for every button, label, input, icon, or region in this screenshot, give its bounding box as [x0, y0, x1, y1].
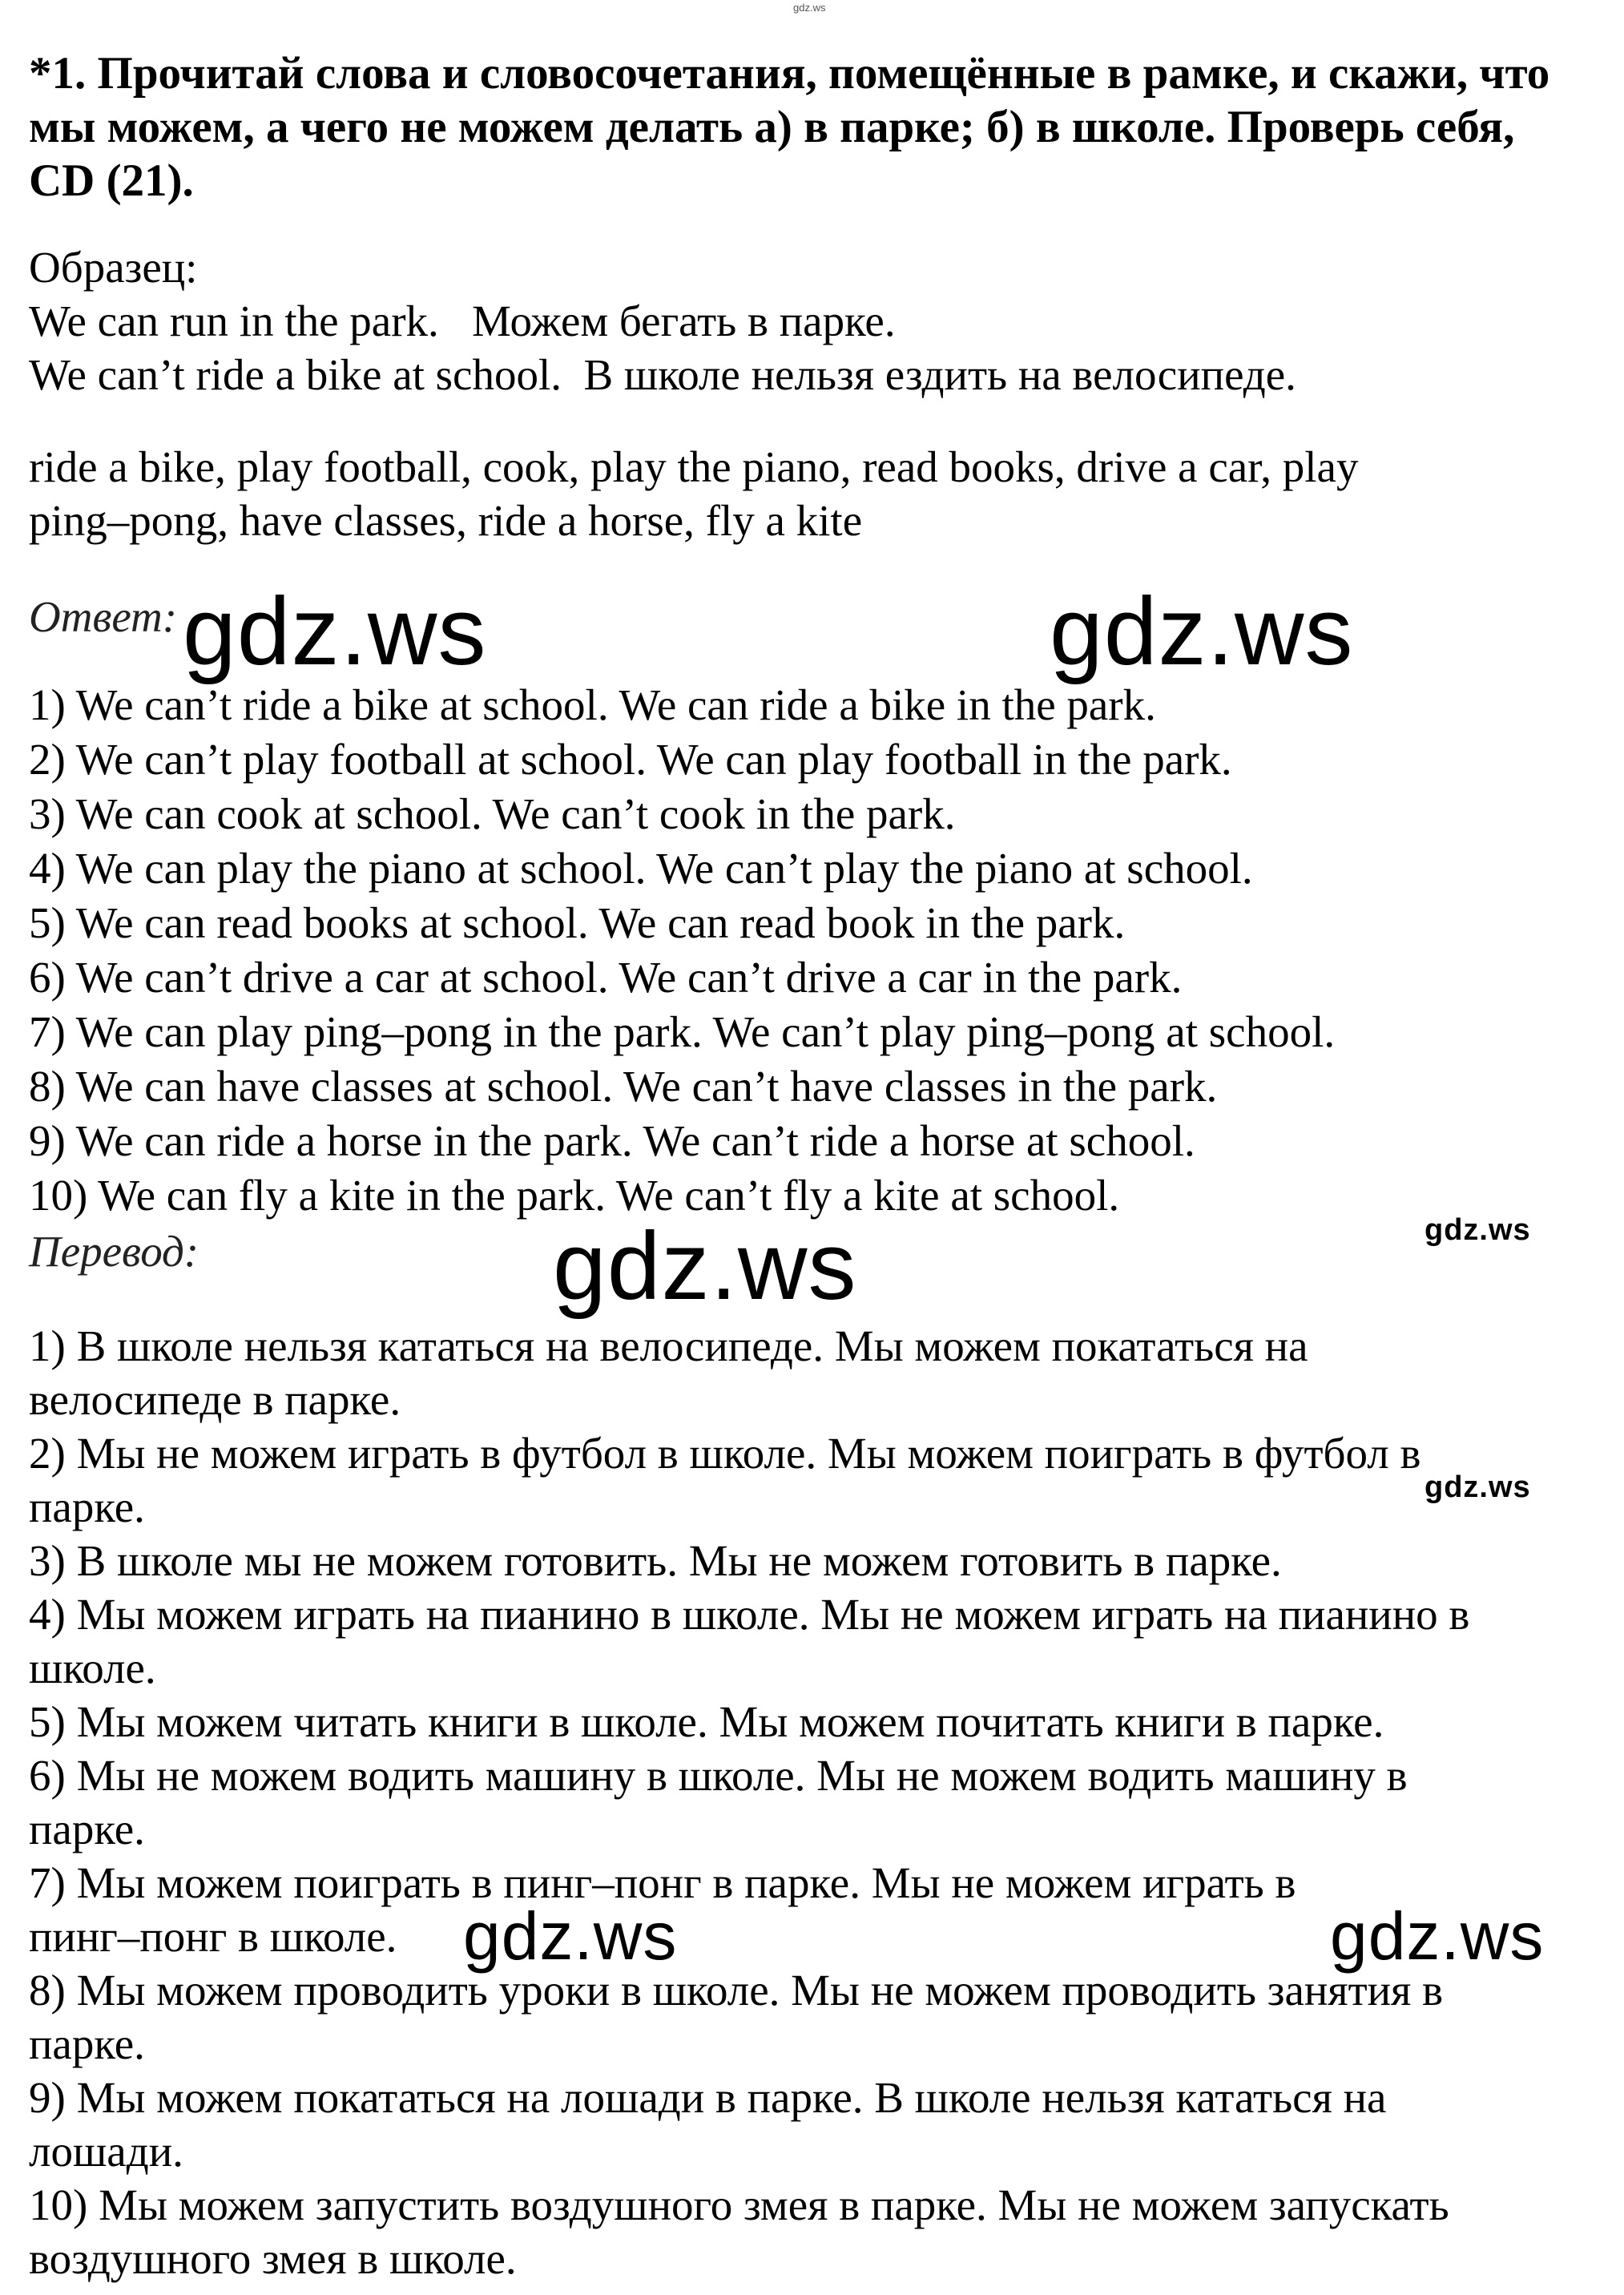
translation-line: парке.	[29, 2019, 145, 2068]
answer-line: 4) We can play the piano at school. We can’t play the piano at school.	[29, 844, 1253, 893]
watermark: gdz.ws	[553, 1212, 857, 1320]
answer-line: 9) We can ride a horse in the park. We can’t ride a horse at school.	[29, 1116, 1195, 1165]
translation-line: велосипеде в парке.	[29, 1375, 401, 1424]
watermark: gdz.ws	[183, 578, 487, 685]
answer-line: 7) We can play ping–pong in the park. We can’t play ping–pong at school.	[29, 1007, 1336, 1056]
word-box-line-2: ping–pong, have classes, ride a horse, fly a kite	[29, 496, 863, 545]
answer-line: 10) We can fly a kite in the park. We can’t fly a kite at school.	[29, 1171, 1120, 1220]
translation-line: 10) Мы можем запустить воздушного змея в парке. Мы не можем запускать	[29, 2180, 1449, 2229]
translation-line: 1) В школе нельзя кататься на велосипеде. Мы можем покататься на	[29, 1321, 1308, 1370]
answer-line: 8) We can have classes at school. We can’t have classes in the park.	[29, 1062, 1218, 1111]
example-label: Образец:	[29, 243, 198, 292]
answer-line: 5) We can read books at school. We can read book in the park.	[29, 898, 1126, 947]
translation-line: парке.	[29, 1805, 145, 1853]
translation-label: Перевод:	[29, 1227, 199, 1276]
task-heading: *1. Прочитай слова и словосочетания, помещённые в рамке, и скажи, что мы можем, а чего не можем делать а) в парке; б) в школе. Проверь себя, CD (21).	[29, 48, 1550, 206]
translation-line: 5) Мы можем читать книги в школе. Мы можем почитать книги в парке.	[29, 1697, 1384, 1746]
watermark: gdz.ws	[463, 1898, 678, 1974]
translation-line: 7) Мы можем поиграть в пинг–понг в парке. Мы не можем играть в	[29, 1858, 1296, 1907]
translation-line: пинг–понг в школе.	[29, 1912, 397, 1961]
answer-line: 2) We can’t play football at school. We can play football in the park.	[29, 735, 1232, 784]
answer-line: 6) We can’t drive a car at school. We can’t drive a car in the park.	[29, 953, 1183, 1002]
translation-line: 4) Мы можем играть на пианино в школе. Мы не можем играть на пианино в	[29, 1590, 1470, 1639]
translation-line: 2) Мы не можем играть в футбол в школе. Мы можем поиграть в футбол в	[29, 1429, 1421, 1478]
answer-line: 1) We can’t ride a bike at school. We can ride a bike in the park.	[29, 680, 1156, 729]
translation-line: лошади.	[29, 2127, 183, 2176]
watermark: gdz.ws	[1425, 1470, 1531, 1504]
translation-line: школе.	[29, 1644, 156, 1692]
translation-line: парке.	[29, 1482, 145, 1531]
header-watermark: gdz.ws	[793, 2, 826, 14]
watermark: gdz.ws	[1425, 1213, 1531, 1247]
translation-line: 9) Мы можем покататься на лошади в парке. В школе нельзя кататься на	[29, 2073, 1387, 2122]
answer-line: 3) We can cook at school. We can’t cook in the park.	[29, 789, 956, 838]
translation-line: воздушного змея в школе.	[29, 2234, 517, 2283]
answer-label: Ответ:	[29, 592, 178, 641]
watermark: gdz.ws	[1050, 578, 1354, 685]
watermark: gdz.ws	[1330, 1898, 1545, 1974]
translation-line: 3) В школе мы не можем готовить. Мы не можем готовить в парке.	[29, 1536, 1282, 1585]
translation-line: 6) Мы не можем водить машину в школе. Мы не можем водить машину в	[29, 1751, 1408, 1800]
example-line-1: We can run in the park. Можем бегать в парке.	[29, 296, 896, 345]
translation-line: 8) Мы можем проводить уроки в школе. Мы не можем проводить занятия в	[29, 1966, 1444, 2015]
word-box-line-1: ride a bike, play football, cook, play the piano, read books, drive a car, play	[29, 442, 1359, 491]
example-line-2: We can’t ride a bike at school. В школе нельзя ездить на велосипеде.	[29, 350, 1296, 399]
